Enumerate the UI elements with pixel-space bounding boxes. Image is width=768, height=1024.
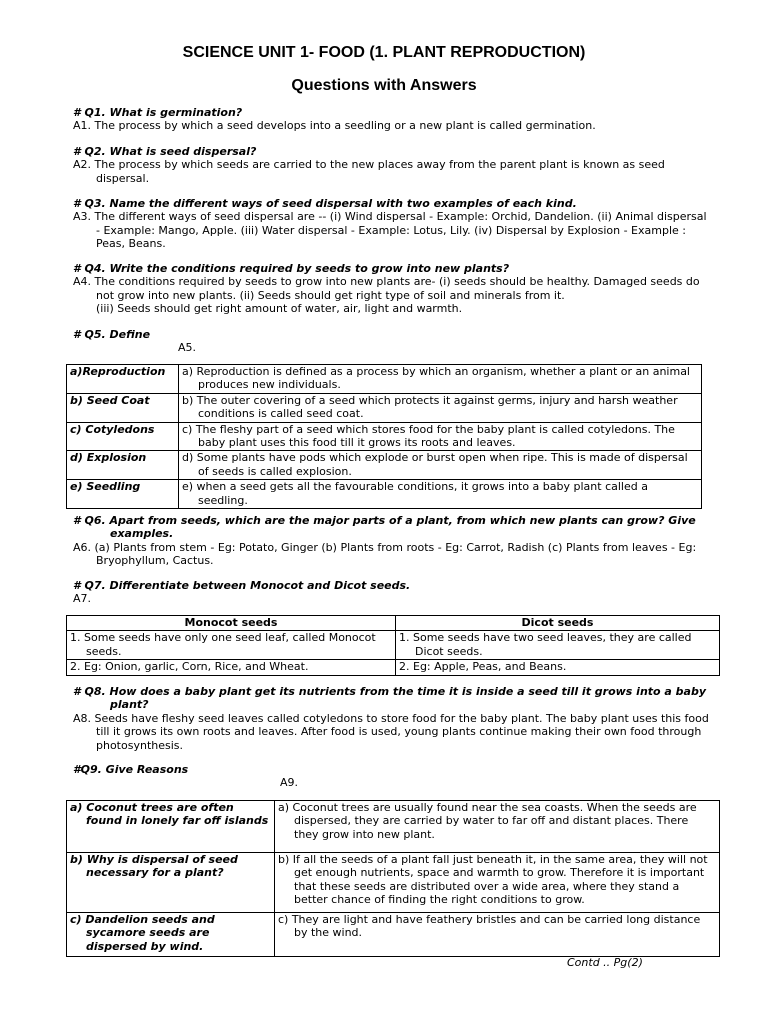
define-row (67, 365, 702, 394)
q6-answer: A6. (a) Plants from stem - Eg: Potato, Ginger (b) Plants from roots - Eg: Carrot, Radish (c) Plants from leaves - Eg: Bryophyllum, Cactus. (73, 540, 697, 568)
compare-cell: 1. Some seeds have only one seed leaf, called Monocot seeds. (67, 631, 396, 660)
q7-block (73, 579, 713, 606)
q6-question: # Q6. Apart from seeds, which are the major parts of a plant, from which new plants can grow? Give examples. (73, 514, 696, 541)
define-table (66, 364, 702, 509)
define-term: a)Reproduction (67, 365, 179, 394)
q8-question: # Q8. How does a baby plant get its nutrients from the time it is inside a seed till it grows into a baby plant? (73, 685, 707, 712)
continued-footer: Contd .. Pg(2) (567, 956, 643, 969)
define-definition: e) when a seed gets all the favourable conditions, it grows into a baby plant called a seedling. (179, 480, 702, 509)
q9-answer-label: A9. (280, 776, 299, 789)
q4-question: # Q4. Write the conditions required by seeds to grow into new plants? (73, 262, 510, 275)
q3-answer: A3. The different ways of seed dispersal are -- (i) Wind dispersal - Example: Orchid, Dandelion. (ii) Animal dispersal - Example: Mango, Apple. (iii) Water dispersal - Example: Lotus, Lily. (iv) Dispersal by Explosion - Example : Peas, Beans. (73, 210, 707, 251)
q6-block (73, 514, 713, 568)
compare-cell: 1. Some seeds have two seed leaves, they are called Dicot seeds. (396, 631, 720, 660)
q7-question: # Q7. Differentiate between Monocot and Dicot seeds. (73, 579, 411, 592)
q1-block (73, 106, 713, 133)
reason-explanation: a) Coconut trees are usually found near the sea coasts. When the seeds are dispersed, they are carried by water to far off and distant places. There they grow into new plant. (275, 801, 720, 853)
compare-header-row (67, 616, 720, 631)
define-term: e) Seedling (67, 480, 179, 509)
q8-block (73, 685, 723, 752)
q2-answer: A2. The process by which seeds are carried to the new places away from the parent plant is known as seed dispersal. (73, 158, 665, 185)
q4-block (73, 262, 713, 316)
reason-row (67, 801, 720, 853)
define-definition: b) The outer covering of a seed which protects it against germs, injury and harsh weather conditions is called seed coat. (179, 393, 702, 422)
q5-answer-label: A5. (178, 341, 197, 354)
q9-question: #Q9. Give Reasons (73, 763, 189, 776)
reason-explanation: b) If all the seeds of a plant fall just beneath it, in the same area, they will not get enough nutrients, space and warmth to grow. Therefore it is important that these seeds are distributed over a wide area, where they stand a better chance of finding the right conditions to grow. (275, 853, 720, 913)
define-row (67, 451, 702, 480)
reason-statement: a) Coconut trees are often found in lonely far off islands (67, 801, 275, 853)
reason-row (67, 853, 720, 913)
reason-statement: c) Dandelion seeds and sycamore seeds are dispersed by wind. (67, 913, 275, 957)
page-title: SCIENCE UNIT 1- FOOD (1. PLANT REPRODUCTION) (182, 44, 586, 61)
define-definition: c) The fleshy part of a seed which stores food for the baby plant is called cotyledons. The baby plant uses this food till it grows its roots and leaves. (179, 422, 702, 451)
compare-row (67, 660, 720, 675)
q4-answer-continued: (iii) Seeds should get right amount of water, air, light and warmth. (96, 302, 463, 316)
reason-explanation: c) They are light and have feathery bristles and can be carried long distance by the wind. (275, 913, 720, 957)
define-definition: a) Reproduction is defined as a process by which an organism, whether a plant or an animal produces new individuals. (179, 365, 702, 394)
define-definition: d) Some plants have pods which explode or burst open when ripe. This is made of dispersal of seeds is called explosion. (179, 451, 702, 480)
define-term: d) Explosion (67, 451, 179, 480)
q3-block (73, 197, 713, 251)
compare-cell: 2. Eg: Onion, garlic, Corn, Rice, and Wheat. (67, 660, 396, 675)
q1-answer: A1. The process by which a seed develops into a seedling or a new plant is called germination. (73, 119, 596, 133)
reason-row (67, 913, 720, 957)
q4-answer: A4. The conditions required by seeds to grow into new plants are- (i) seeds should be healthy. Damaged seeds do not grow into new plants. (ii) Seeds should get right type of soil and minerals from it. (73, 275, 700, 302)
compare-header-dicot: Dicot seeds (396, 616, 720, 631)
compare-table (66, 615, 720, 676)
q5-question: # Q5. Define (73, 328, 151, 341)
define-term: c) Cotyledons (67, 422, 179, 451)
page-subtitle: Questions with Answers (291, 77, 477, 94)
reasons-table (66, 800, 720, 957)
define-row (67, 422, 702, 451)
q2-block (73, 145, 713, 185)
q1-question: # Q1. What is germination? (73, 106, 243, 119)
q8-answer: A8. Seeds have fleshy seed leaves called cotyledons to store food for the baby plant. The baby plant uses this food till it grows its own roots and leaves. After food is used, young plants continue making their own food through photosynthesis. (73, 711, 709, 752)
compare-row (67, 631, 720, 660)
define-row (67, 393, 702, 422)
q7-answer-label: A7. (73, 592, 92, 606)
q2-question: # Q2. What is seed dispersal? (73, 145, 257, 158)
compare-header-monocot: Monocot seeds (67, 616, 396, 631)
define-row (67, 480, 702, 509)
compare-cell: 2. Eg: Apple, Peas, and Beans. (396, 660, 720, 675)
reason-statement: b) Why is dispersal of seed necessary for a plant? (67, 853, 275, 913)
define-term: b) Seed Coat (67, 393, 179, 422)
q3-question: # Q3. Name the different ways of seed dispersal with two examples of each kind. (73, 197, 577, 210)
